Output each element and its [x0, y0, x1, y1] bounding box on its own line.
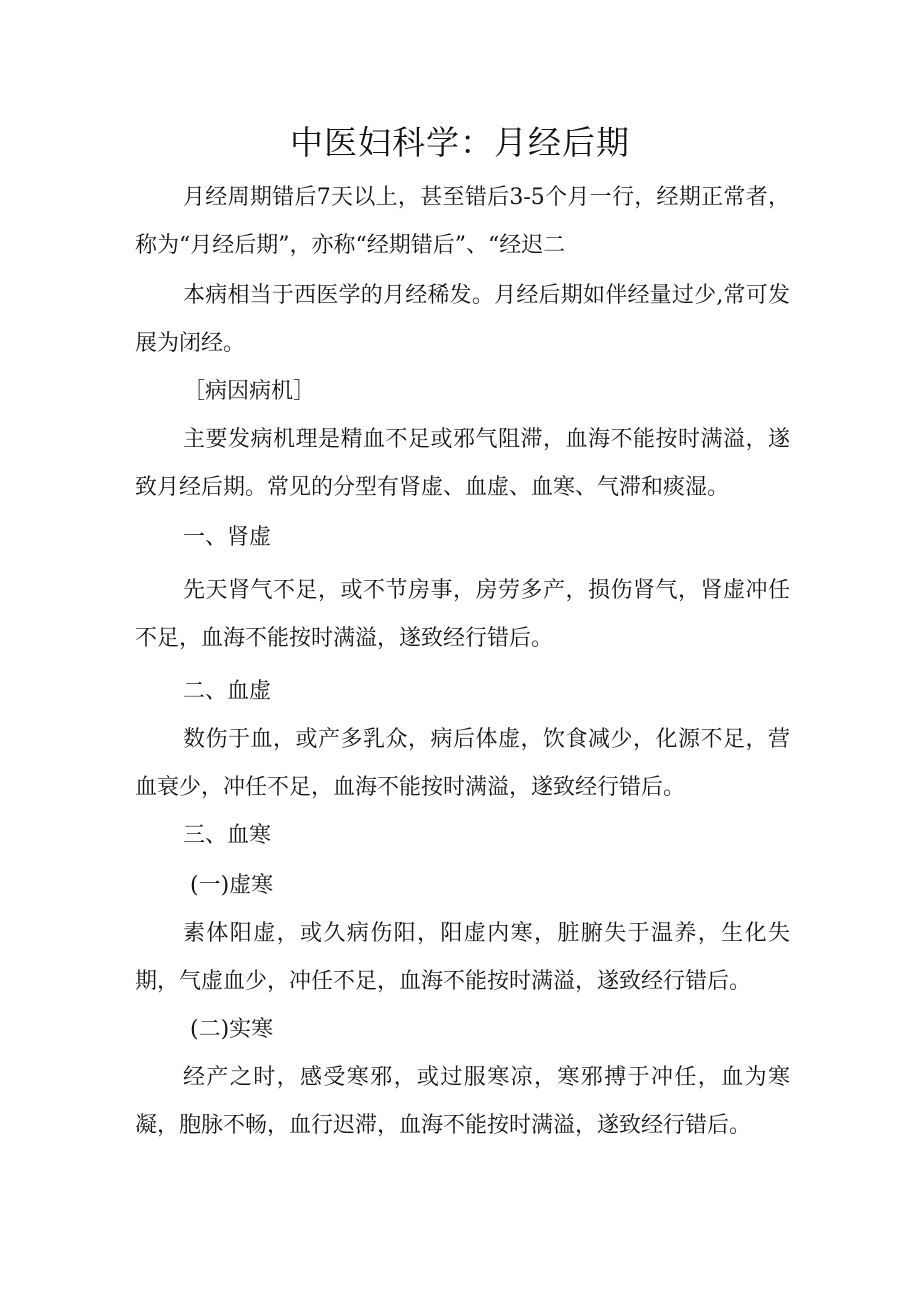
type-heading-blood-cold: 三、血寒 [183, 823, 272, 848]
cause-paragraph: 主要发病机理是精血不足或邪气阻滞，血海不能按时满溢，遂致月经后期。常见的分型有肾虚、血虚、血寒、气滞和痰湿。 [135, 427, 790, 500]
document-title: 中医妇科学：月经后期 [290, 123, 630, 162]
intro-paragraph-1: 月经周期错后7天以上，甚至错后3-5个月一行，经期正常者，称为“月经后期”，亦称“经期错后”、“经迟二 [135, 185, 790, 258]
subtype-paragraph-deficiency-cold: 素体阳虚，或久病伤阳，阳虚内寒，脏腑失于温养，生化失期，气虚血少，冲任不足，血海不能按时满溢，遂致经行错后。 [135, 921, 790, 994]
subtype-heading-deficiency-cold: (一)虚寒 [190, 873, 274, 898]
type-paragraph-kidney-deficiency: 先天肾气不足，或不节房事，房劳多产，损伤肾气，肾虚冲任不足，血海不能按时满溢，遂致经行错后。 [135, 578, 790, 651]
subtype-paragraph-excess-cold: 经产之时，感受寒邪，或过服寒凉，寒邪搏于冲任，血为寒凝，胞脉不畅，血行迟滞，血海不能按时满溢，遂致经行错后。 [135, 1065, 790, 1138]
intro-paragraph-2: 本病相当于西医学的月经稀发。月经后期如伴经量过少,常可发展为闭经。 [135, 283, 790, 356]
type-paragraph-blood-deficiency: 数伤于血，或产多乳众，病后体虚，饮食减少，化源不足，营血衰少，冲任不足，血海不能按时满溢，遂致经行错后。 [135, 727, 790, 800]
subtype-heading-excess-cold: (二)实寒 [190, 1017, 274, 1042]
type-heading-kidney-deficiency: 一、肾虚 [183, 525, 272, 550]
type-heading-blood-deficiency: 二、血虚 [183, 679, 272, 704]
section-heading-cause: ［病因病机］ [183, 379, 316, 404]
